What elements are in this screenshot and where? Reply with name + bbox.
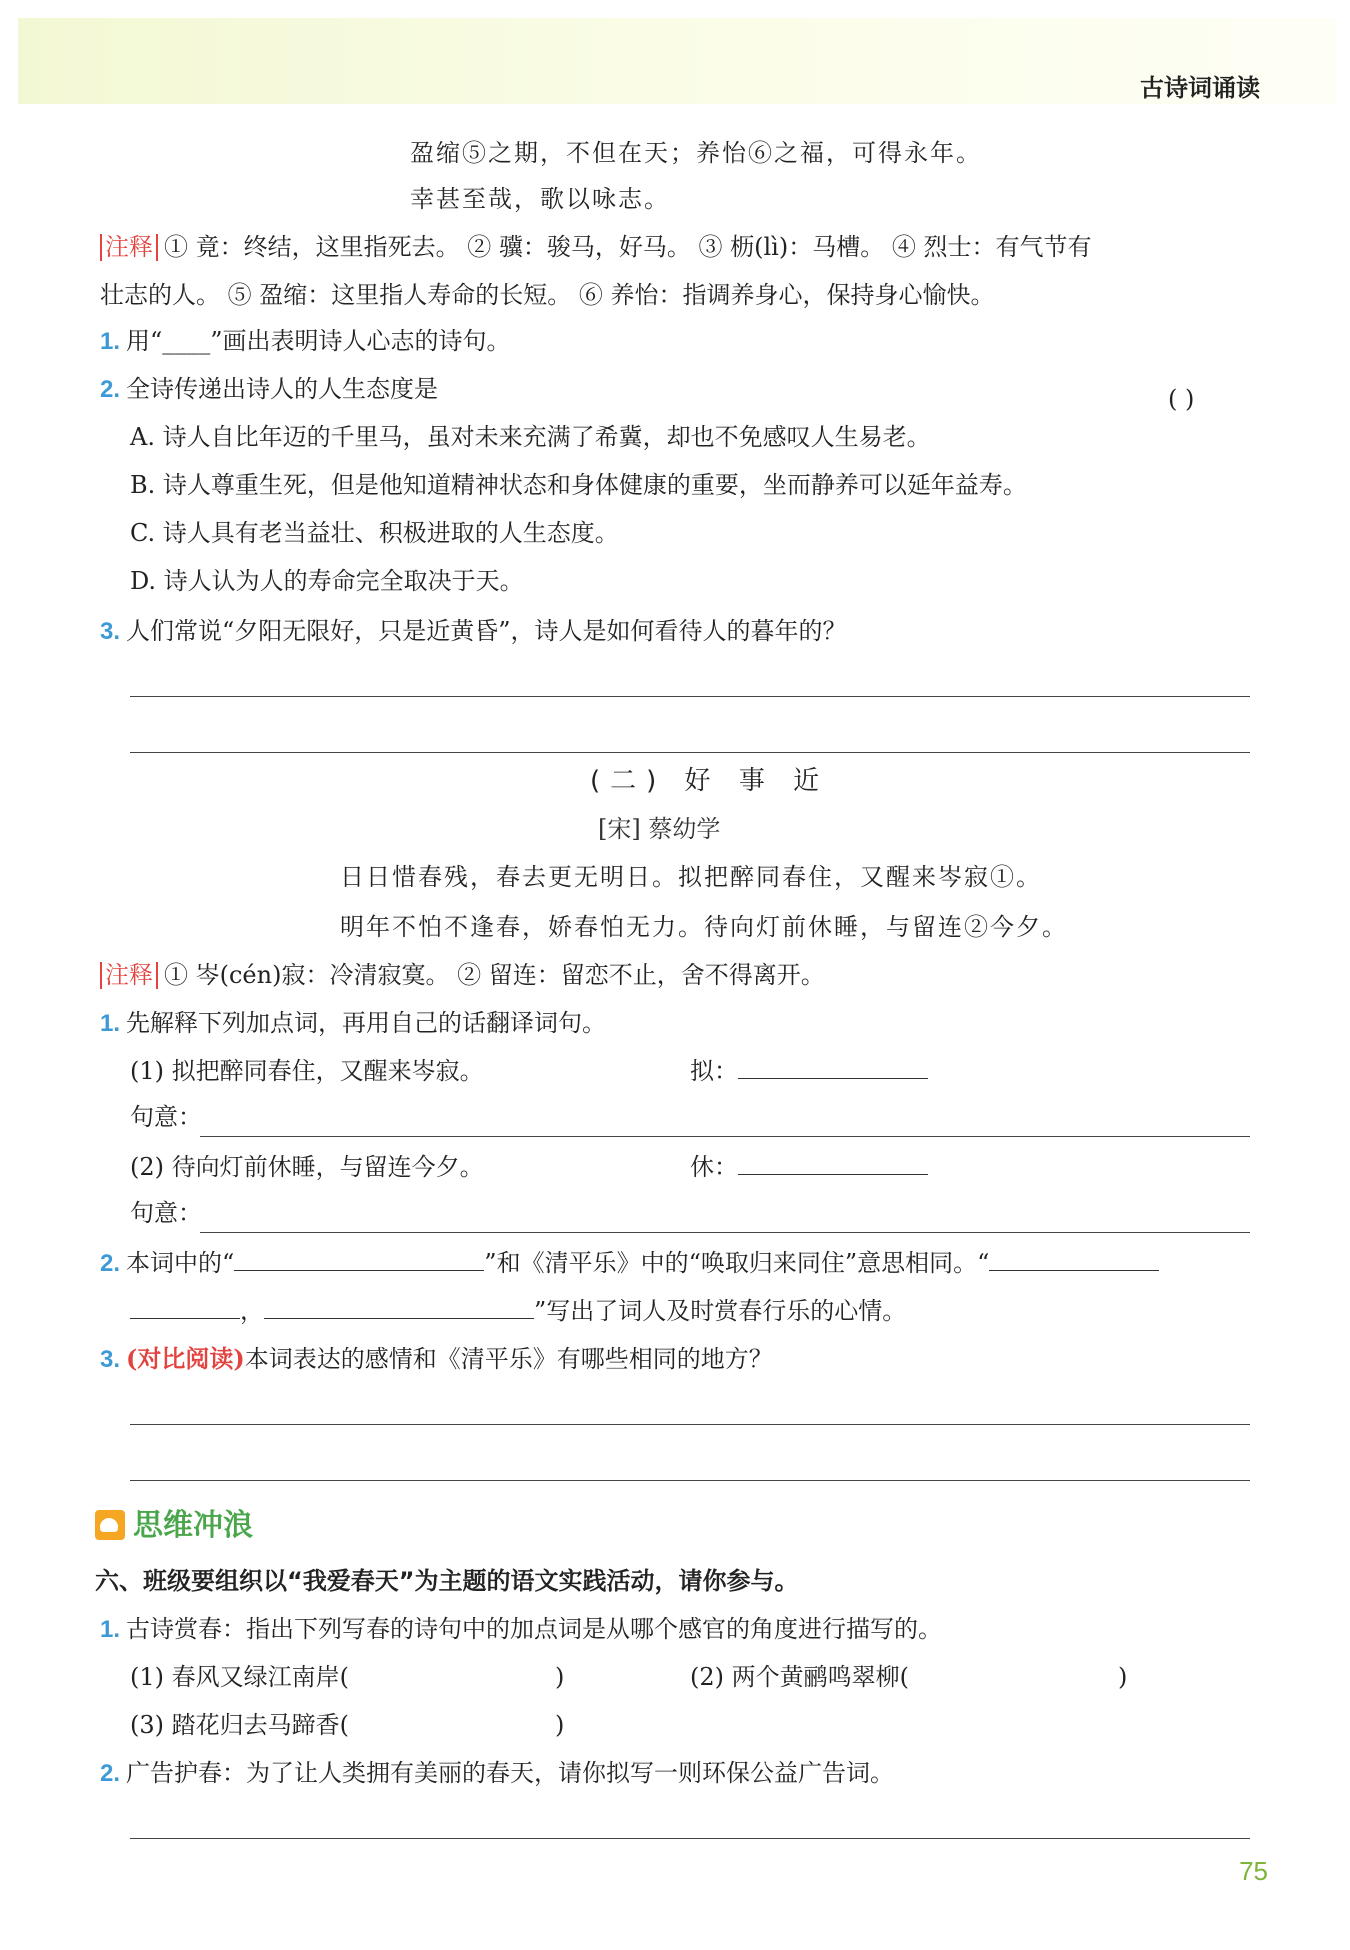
poem2-question-2 [100,1248,1159,1279]
q1-item-a-word [690,1056,928,1086]
fill-blank[interactable] [264,1296,534,1319]
answer-line[interactable] [200,1136,1250,1137]
meaning-label: 句意： [130,1199,202,1227]
notes-label: 注释 [100,962,158,989]
poem2-question-1 [100,1008,606,1039]
question-number: 3. [100,1346,121,1373]
word-label: 休： [690,1153,738,1181]
section-title: 古诗词诵读 [1140,74,1260,102]
q1-item-b-word [690,1152,928,1182]
question-number: 2. [100,1250,121,1277]
item-text: (1) 春风又绿江南岸( [130,1663,349,1691]
option-c[interactable]: C. 诗人具有老当益壮、积极进取的人生态度。 [130,519,619,547]
answer-line[interactable] [200,1232,1250,1233]
notes-text: ① 竟：终结，这里指死去。 ② 骥：骏马，好马。 ③ 枥(lì)：马槽。 ④ 烈士：有气节有 [164,233,1092,261]
question-number: 2. [100,376,121,403]
question-text: ”写出了词人及时赏春行乐的心情。 [534,1297,907,1325]
meaning-label: 句意： [130,1103,202,1131]
poem2-line2: 明年不怕不逢春，娇春怕无力。待向灯前休睡，与留连②今夕。 [340,913,1068,941]
thinking-task: 六、班级要组织以“我爱春天”为主题的语文实践活动，请你参与。 [95,1567,799,1595]
poem1-question-3 [100,616,847,647]
question-number: 1. [100,1010,121,1037]
poem2-question-3 [100,1344,773,1375]
item-text: (3) 踏花归去马蹄香( [130,1711,349,1739]
page-number: 75 [1239,1856,1268,1886]
question-text: 广告护春：为了让人类拥有美丽的春天，请你拟写一则环保公益广告词。 [126,1759,895,1787]
question-text: 用“____”画出表明诗人心志的诗句。 [126,327,511,355]
question-text: 本词中的“ [126,1249,235,1277]
q1-item-b: (2) 待向灯前休睡，与留连今夕。 [130,1153,484,1181]
poem2-line1: 日日惜春残，春去更无明日。拟把醉同春住，又醒来岑寂①。 [340,863,1042,891]
answer-line[interactable] [130,1838,1250,1839]
answer-paren[interactable]: ( ) [1168,385,1195,413]
poem1-question-1 [100,326,511,357]
poem1-notes-line1 [100,232,1091,263]
answer-line[interactable] [130,752,1250,753]
answer-line[interactable] [130,696,1250,697]
question-text: 全诗传递出诗人的人生态度是 [126,375,439,403]
poem1-notes-line2: 壮志的人。 ⑤ 盈缩：这里指人寿命的长短。 ⑥ 养怡：指调养身心，保持身心愉快。 [100,281,995,309]
question-text: 本词表达的感情和《清平乐》有哪些相同的地方？ [244,1345,773,1373]
option-d[interactable]: D. 诗人认为人的寿命完全取决于天。 [130,567,524,595]
fill-blank[interactable] [130,1296,240,1319]
option-a[interactable]: A. 诗人自比年迈的千里马，虽对未来充满了希冀，却也不免感叹人生易老。 [130,423,931,451]
notes-text: ① 岑(cén)寂：冷清寂寞。 ② 留连：留恋不止，舍不得离开。 [164,961,825,989]
q1-item-3-close[interactable]: ) [555,1711,565,1739]
question-number: 1. [100,1616,121,1643]
answer-line[interactable] [130,1424,1250,1425]
answer-line[interactable] [130,1480,1250,1481]
q1-item-2 [690,1662,909,1692]
item-text: (2) 两个黄鹂鸣翠柳( [690,1663,909,1691]
option-b[interactable]: B. 诗人尊重生死，但是他知道精神状态和身体健康的重要，坐而静养可以延年益寿。 [130,471,1027,499]
wave-icon [95,1510,125,1540]
thinking-question-1 [100,1614,942,1645]
question-text: 古诗赏春：指出下列写春的诗句中的加点词是从哪个感官的角度进行描写的。 [126,1615,943,1643]
question-text: 人们常说“夕阳无限好，只是近黄昏”，诗人是如何看待人的暮年的？ [126,617,847,645]
heading-text: 思维冲浪 [133,1508,253,1543]
poem1-line2: 幸甚至哉，歌以咏志。 [410,185,670,213]
q1-item-3 [130,1710,349,1740]
question-number: 2. [100,1760,121,1787]
q1-item-1-close[interactable]: ) [555,1663,565,1691]
poem1-line1: 盈缩⑤之期，不但在天；养怡⑥之福，可得永年。 [410,139,982,167]
notes-label: 注释 [100,234,158,261]
q1-item-1 [130,1662,349,1692]
fill-blank[interactable] [989,1248,1159,1271]
poem2-notes [100,960,825,991]
question-number: 1. [100,328,121,355]
word-blank[interactable] [738,1152,928,1175]
fill-blank[interactable] [234,1248,484,1271]
question-text: 先解释下列加点词，再用自己的话翻译词句。 [126,1009,607,1037]
poem2-author: [宋] 蔡幼学 [598,815,721,843]
q1-item-2-close[interactable]: ) [1118,1663,1128,1691]
question-number: 3. [100,618,121,645]
poem1-question-2 [100,374,438,405]
compare-reading-tag: (对比阅读) [126,1344,245,1373]
word-blank[interactable] [738,1056,928,1079]
poem2-title: (二) 好 事 近 [590,766,830,796]
q1-item-a: (1) 拟把醉同春住，又醒来岑寂。 [130,1057,484,1085]
poem2-question-2-cont [130,1296,906,1326]
word-label: 拟： [690,1057,738,1085]
thinking-question-2 [100,1758,894,1789]
thinking-heading [95,1500,253,1544]
question-text: ， [240,1297,264,1325]
question-text: ”和《清平乐》中的“唤取归来同住”意思相同。“ [484,1249,990,1277]
header-band [18,18,1336,104]
